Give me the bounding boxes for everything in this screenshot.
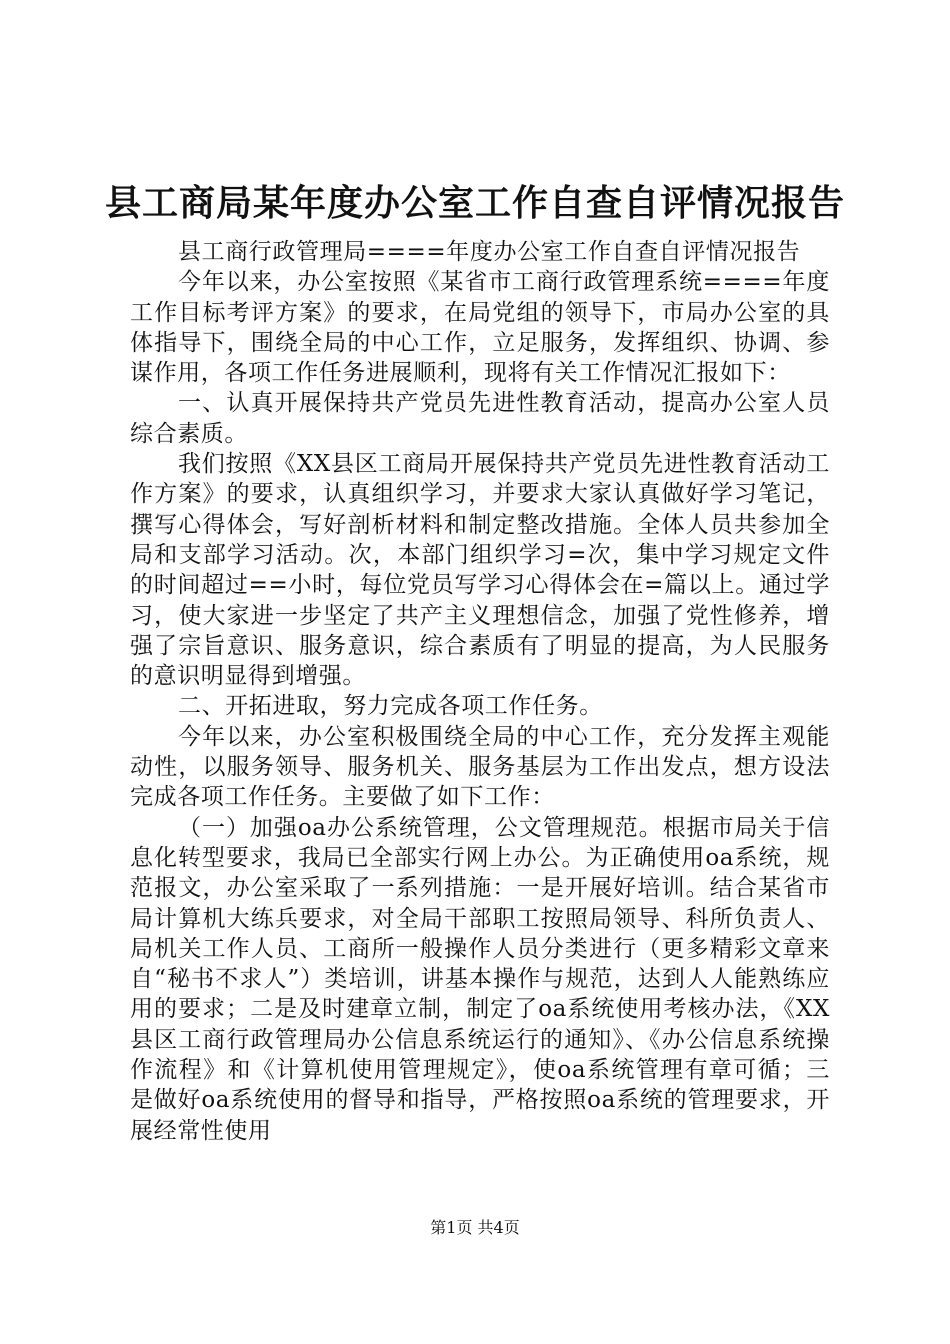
paragraph-section-2: 今年以来，办公室积极围绕全局的中心工作，充分发挥主观能动性，以服务领导、服务机关、服务基层为工作出发点，想方设法完成各项工作任务。主要做了如下工作： (130, 723, 830, 811)
paragraph-subtitle: 县工商行政管理局====年度办公室工作自查自评情况报告 (178, 239, 801, 265)
section-heading-2: 二、开拓进取，努力完成各项工作任务。 (178, 693, 603, 720)
document-title: 县工商局某年度办公室工作自查自评情况报告 (104, 183, 845, 224)
page-number-footer: 第1页 共4页 (430, 1218, 520, 1237)
paragraph-intro: 今年以来，办公室按照《某省市工商行政管理系统====年度工作目标考评方案》的要求，在局党组的领导下，市局办公室的具体指导下，围绕全局的中心工作，立足服务，发挥组织、协调、参谋作用，各项工作任务进展顺利，现将有关工作情况汇报如下： (130, 269, 830, 387)
section-heading-1: 一、认真开展保持共产党员先进性教育活动，提高办公室人员综合素质。 (130, 390, 830, 447)
document-body (130, 237, 830, 1146)
paragraph-section-1: 我们按照《XX县区工商局开展保持共产党员先进性教育活动工作方案》的要求，认真组织学习，并要求大家认真做好学习笔记，撰写心得体会，写好剖析材料和制定整改措施。全体人员共参加全局和支部学习活动。次，本部门组织学习=次，集中学习规定文件的时间超过==小时，每位党员写学习心得体会在=篇以上。通过学习，使大家进一步坚定了共产主义理想信念，加强了党性修养，增强了宗旨意识、服务意识，综合素质有了明显的提高，为人民服务的意识明显得到增强。 (130, 451, 830, 690)
paragraph-subsection-1: （一）加强oa办公系统管理，公文管理规范。根据市局关于信息化转型要求，我局已全部实行网上办公。为正确使用oa系统，规范报文，办公室采取了一系列措施：一是开展好培训。结合某省市局计算机大练兵要求，对全局干部职工按照局领导、科所负责人、局机关工作人员、工商所一般操作人员分类进行（更多精彩文章来自“秘书不求人”）类培训，讲基本操作与规范，达到人人能熟练应用的要求；二是及时建章立制，制定了oa系统使用考核办法，《XX县区工商行政管理局办公信息系统运行的通知》、《办公信息系统操作流程》和《计算机使用管理规定》，使oa系统管理有章可循；三是做好oa系统使用的督导和指导，严格按照oa系统的管理要求，开展经常性使用 (130, 814, 830, 1144)
